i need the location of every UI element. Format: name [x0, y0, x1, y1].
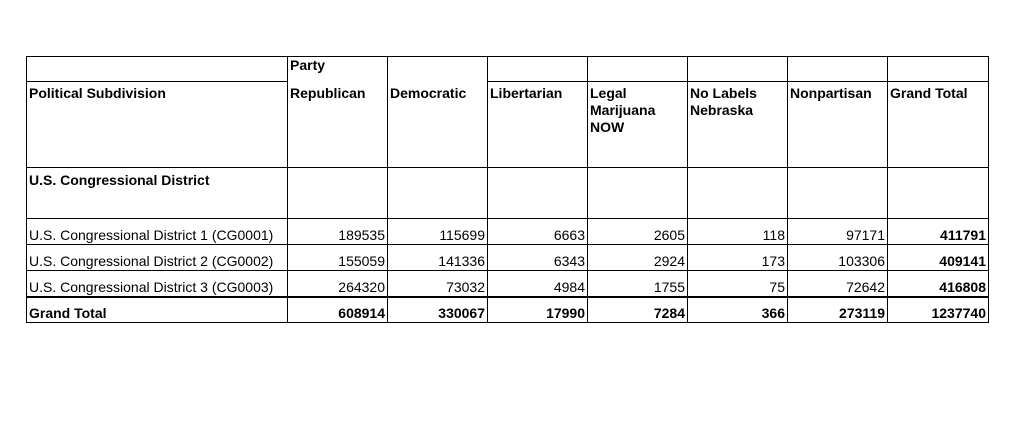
- section-blank-cell: [388, 168, 488, 219]
- cell-no-labels-nebraska: 118: [688, 219, 788, 245]
- cell-republican: 189535: [288, 219, 388, 245]
- header-row-columns: [27, 82, 989, 168]
- cell-legal-marijuana-now: 2924: [588, 245, 688, 271]
- column-header-grand-total: Grand Total: [888, 82, 989, 168]
- total-libertarian: 17990: [488, 297, 588, 323]
- table-row: [27, 271, 989, 298]
- total-nonpartisan: 273119: [788, 297, 888, 323]
- column-header-legal-marijuana-now: Legal Marijuana NOW: [588, 82, 688, 168]
- header-row-party: [27, 57, 989, 82]
- cell-grand-total: 409141: [888, 245, 989, 271]
- cell-no-labels-nebraska: 173: [688, 245, 788, 271]
- header-blank-cell: [388, 57, 488, 82]
- section-row: [27, 168, 989, 219]
- table-row: [27, 245, 989, 271]
- table-row: [27, 219, 989, 245]
- column-header-democratic: Democratic: [388, 82, 488, 168]
- section-blank-cell: [688, 168, 788, 219]
- header-blank-cell: [688, 57, 788, 82]
- cell-nonpartisan: 72642: [788, 271, 888, 298]
- cell-nonpartisan: 103306: [788, 245, 888, 271]
- row-label: U.S. Congressional District 2 (CG0002): [27, 245, 288, 271]
- cell-grand-total: 416808: [888, 271, 989, 298]
- cell-no-labels-nebraska: 75: [688, 271, 788, 298]
- column-header-no-labels-nebraska: No Labels Nebraska: [688, 82, 788, 168]
- section-title: U.S. Congressional District: [27, 168, 288, 219]
- total-democratic: 330067: [388, 297, 488, 323]
- header-blank-cell: [788, 57, 888, 82]
- section-blank-cell: [488, 168, 588, 219]
- column-header-libertarian: Libertarian: [488, 82, 588, 168]
- section-blank-cell: [788, 168, 888, 219]
- cell-libertarian: 6663: [488, 219, 588, 245]
- cell-libertarian: 6343: [488, 245, 588, 271]
- header-blank-cell: [588, 57, 688, 82]
- column-header-republican: Republican: [288, 82, 388, 168]
- column-header-nonpartisan: Nonpartisan: [788, 82, 888, 168]
- cell-legal-marijuana-now: 2605: [588, 219, 688, 245]
- row-label: U.S. Congressional District 1 (CG0001): [27, 219, 288, 245]
- total-republican: 608914: [288, 297, 388, 323]
- cell-democratic: 141336: [388, 245, 488, 271]
- cell-democratic: 115699: [388, 219, 488, 245]
- cell-republican: 264320: [288, 271, 388, 298]
- total-no-labels-nebraska: 366: [688, 297, 788, 323]
- cell-grand-total: 411791: [888, 219, 989, 245]
- section-blank-cell: [588, 168, 688, 219]
- total-legal-marijuana-now: 7284: [588, 297, 688, 323]
- header-blank-cell: [488, 57, 588, 82]
- row-label: U.S. Congressional District 3 (CG0003): [27, 271, 288, 298]
- section-blank-cell: [288, 168, 388, 219]
- subdivision-header: Political Subdivision: [27, 82, 288, 168]
- section-blank-cell: [888, 168, 989, 219]
- cell-republican: 155059: [288, 245, 388, 271]
- grand-total-label: Grand Total: [27, 297, 288, 323]
- grand-total-row: [27, 297, 989, 323]
- corner-cell: [27, 57, 288, 82]
- cell-legal-marijuana-now: 1755: [588, 271, 688, 298]
- cell-nonpartisan: 97171: [788, 219, 888, 245]
- total-grand-total: 1237740: [888, 297, 989, 323]
- header-blank-cell: [888, 57, 989, 82]
- cell-democratic: 73032: [388, 271, 488, 298]
- cell-libertarian: 4984: [488, 271, 588, 298]
- party-header: Party: [288, 57, 388, 82]
- results-table: [26, 56, 989, 323]
